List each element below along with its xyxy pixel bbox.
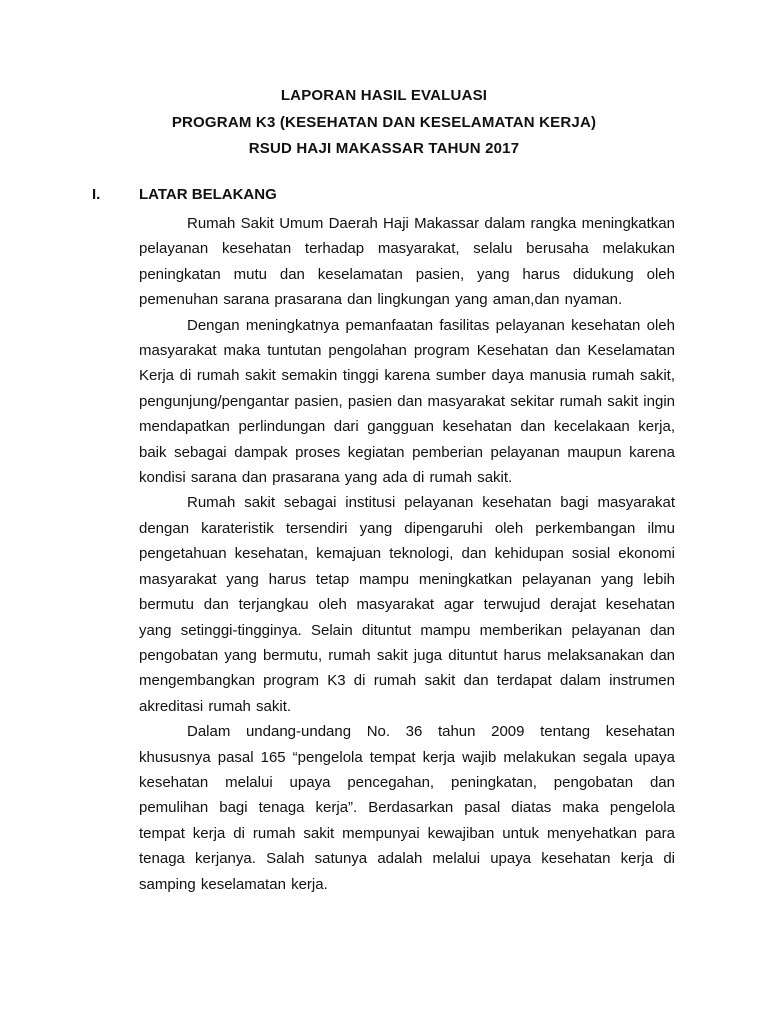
paragraph-4: Dalam undang-undang No. 36 tahun 2009 tentang kesehatan khususnya pasal 165 “pengelola tempat kerja wajib melakukan segala upaya kesehatan melalui upaya pencegahan, peningkatan, pengobatan dan pemulihan bagi tenaga kerja”. Berdasarkan pasal diatas maka pengelola tempat kerja di rumah sakit mempunyai kewajiban untuk menyehatkan para tenaga kerjanya. Salah satunya adalah melalui upaya kesehatan kerja di samping keselamatan kerja. xyxy=(139,723,675,893)
section-body xyxy=(139,211,675,897)
paragraph-3: Rumah sakit sebagai institusi pelayanan kesehatan bagi masyarakat dengan karateristik tersendiri yang dipengaruhi oleh perkembangan ilmu pengetahuan kesehatan, kemajuan teknologi, dan kehidupan sosial ekonomi masyarakat yang harus tetap mampu meningkatkan pelayanan yang lebih bermutu dan terjangkau oleh masyarakat agar terwujud derajat kesehatan yang setinggi-tingginya. Selain dituntut mampu memberikan pelayanan dan pengobatan yang bermutu, rumah sakit juga dituntut harus melaksanakan dan mengembangkan program K3 di rumah sakit dan terdapat dalam instrumen akreditasi rumah sakit. xyxy=(139,494,675,715)
report-title-line-2: PROGRAM K3 (KESEHATAN DAN KESELAMATAN KERJA) xyxy=(171,114,597,131)
section-title: LATAR BELAKANG xyxy=(139,186,277,203)
report-title-line-3: RSUD HAJI MAKASSAR TAHUN 2017 xyxy=(248,140,520,157)
section-number: I. xyxy=(92,186,101,203)
paragraph-2: Dengan meningkatnya pemanfaatan fasilitas pelayanan kesehatan oleh masyarakat maka tuntutan pengolahan program Kesehatan dan Keselamatan Kerja di rumah sakit semakin tinggi karena sumber daya manusia rumah sakit, pengunjung/pengantar pasien, pasien dan masyarakat sekitar rumah sakit ingin mendapatkan perlindungan dari gangguan kesehatan dan kecelakaan kerja, baik sebagai dampak proses kegiatan pemberian pelayanan maupun karena kondisi sarana dan prasarana yang ada di rumah sakit. xyxy=(139,316,675,487)
paragraph-1: Rumah Sakit Umum Daerah Haji Makassar dalam rangka meningkatkan pelayanan kesehatan terhadap masyarakat, selalu berusaha melakukan peningkatan mutu dan keselamatan pasien, yang harus didukung oleh pemenuhan sarana prasarana dan lingkungan yang aman,dan nyaman. xyxy=(139,215,675,309)
report-title-line-1: LAPORAN HASIL EVALUASI xyxy=(280,87,488,104)
